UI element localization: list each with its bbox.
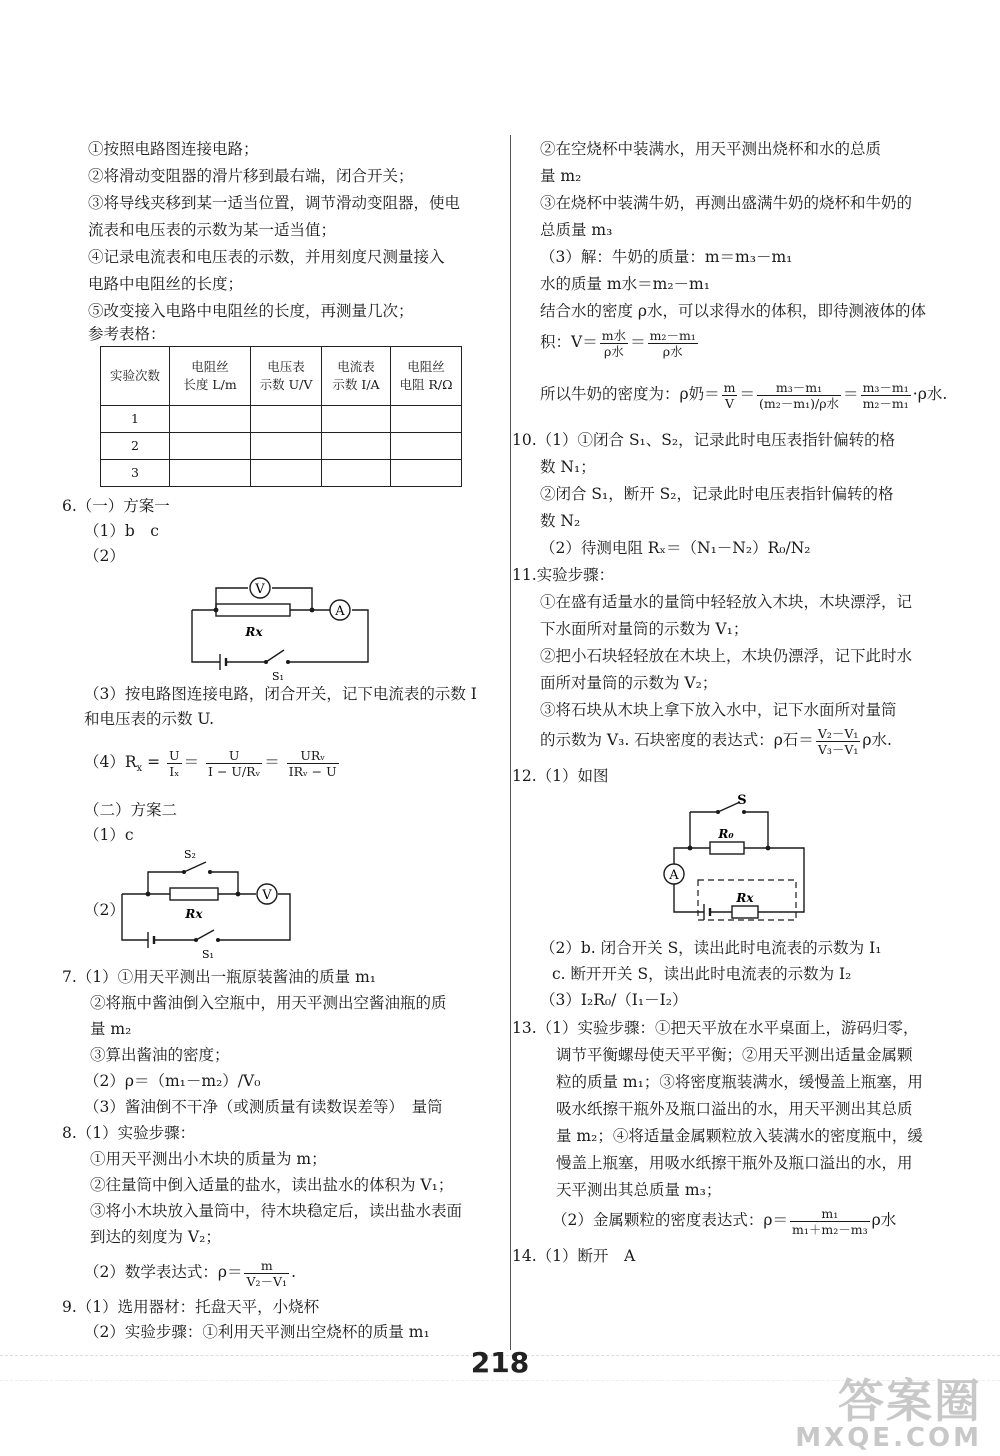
question-13: 13.（1）实验步骤：①把天平放在水平桌面上，游码归零，	[512, 1019, 919, 1037]
table-header: 电压表 示数 U/V	[251, 347, 322, 406]
text-line: （3）按电路图连接电路，闭合开关，记下电流表的示数 I	[84, 685, 477, 703]
text-line: 到达的刻度为 V₂；	[90, 1228, 221, 1246]
text-line: （2）ρ＝（m₁－m₂）/V₀	[84, 1072, 261, 1090]
text-line: ③算出酱油的密度；	[90, 1046, 230, 1064]
switch-label: S₂	[184, 848, 196, 861]
question-10: 10.（1）①闭合 S₁、S₂，记录此时电压表指针偏转的格	[512, 431, 896, 449]
ammeter-label: A	[669, 868, 679, 883]
watermark-logo: 答案圈 MXQE.COM	[795, 1374, 982, 1453]
resistor-label: Rx	[185, 907, 203, 921]
text-line: （1）c	[84, 826, 134, 844]
text-line: 和电压表的示数 U.	[84, 710, 214, 728]
table-cell: 2	[101, 433, 170, 460]
text-line: 水的质量 m水＝m₂－m₁	[540, 275, 710, 293]
formula-milk-density: 所以牛奶的密度为：ρ奶＝ $\frac{m}{V}$ ＝ $\frac{\text{m₃－m₁}}{\text{(m₂－m₁)/ρ水}}$ ＝ $\frac{\text{m₃－m₁}}{\text{m₂－m₁}}$ ·ρ水.	[540, 379, 948, 411]
text-line: c. 断开开关 S，读出此时电流表的示数为 I₂	[552, 965, 852, 983]
circuit-diagram-1	[180, 570, 380, 682]
voltmeter-label: V	[262, 888, 272, 903]
table-header: 电阻丝 电阻 R/Ω	[391, 347, 462, 406]
question-7: 7.（1）①用天平测出一瓶原装酱油的质量 m₁	[62, 968, 376, 986]
text-line: （2）实验步骤：①利用天平测出空烧杯的质量 m₁	[84, 1323, 430, 1341]
resistor-label: Rx	[245, 625, 263, 639]
text-line: 调节平衡螺母使天平平衡；②用天平测出适量金属颗	[556, 1046, 913, 1064]
text-line: 粒的质量 m₁；③将密度瓶装满水，缓慢盖上瓶塞，用	[556, 1073, 923, 1091]
text-line: 结合水的密度 ρ水，可以求得水的体积，即待测液体的体	[540, 302, 927, 320]
text-line: （2）	[84, 547, 125, 565]
switch-label: S	[737, 793, 747, 808]
text-line: ⑤改变接入电路中电阻丝的长度，再测量几次；	[88, 302, 414, 320]
text-line: 量 m₂	[540, 167, 582, 185]
text-line: 流表和电压表的示数为某一适当值；	[88, 221, 337, 239]
circuit-diagram-2	[112, 848, 302, 960]
text-line: 吸水纸擦干瓶外及瓶口溢出的水，用天平测出其总质	[556, 1100, 913, 1118]
table-cell: 3	[101, 460, 170, 487]
text-line: （3）解：牛奶的质量：m＝m₃－m₁	[540, 248, 793, 266]
question-8: 8.（1）实验步骤：	[62, 1124, 196, 1142]
text-line: 天平测出其总质量 m₃；	[556, 1181, 722, 1199]
question-11: 11.实验步骤：	[512, 566, 615, 584]
text-line: 数 N₁；	[540, 458, 596, 476]
text-line: 量 m₂	[90, 1020, 132, 1038]
ammeter-label: A	[335, 604, 345, 619]
resistor-label: R₀	[718, 827, 734, 841]
resistor-label: Rx	[736, 891, 754, 905]
text-line: 数 N₂	[540, 512, 581, 530]
text-line: 面所对量筒的示数为 V₂；	[540, 674, 718, 692]
text-line: ②闭合 S₁，断开 S₂，记录此时电压表指针偏转的格	[540, 485, 894, 503]
formula-metal-density: （2）金属颗粒的密度表达式：ρ＝ $\frac{\text{m₁}}{\text{m₁＋m₂－m₃}}$ ρ水	[552, 1205, 897, 1237]
question-6: 6.（一）方案一	[62, 497, 170, 515]
question-12: 12.（1）如图	[512, 767, 609, 785]
text-line: ②将瓶中酱油倒入空瓶中，用天平测出空酱油瓶的质	[90, 994, 447, 1012]
text-line: （2）b. 闭合开关 S，读出此时电流表的示数为 I₁	[540, 939, 882, 957]
page-number: 218	[470, 1346, 530, 1379]
text-line: （2）	[84, 901, 125, 919]
text-line: ④记录电流表和电压表的示数，并用刻度尺测量接入	[88, 248, 445, 266]
table-cell: 1	[101, 406, 170, 433]
text-line: （二）方案二	[84, 801, 178, 819]
switch-label: S₁	[272, 670, 284, 682]
text-line: ①用天平测出小木块的质量为 m；	[90, 1150, 327, 1168]
question-14: 14.（1）断开 A	[512, 1247, 636, 1265]
reference-table	[100, 346, 462, 487]
text-line: 下水面所对量筒的示数为 V₁；	[540, 620, 749, 638]
text-line: ③将导线夹移到某一适当位置，调节滑动变阻器，使电	[88, 194, 461, 212]
text-line: （1）b c	[84, 522, 159, 540]
table-header: 电流表 示数 I/A	[322, 347, 391, 406]
text-line: ③将小木块放入量筒中，待木块稳定后，读出盐水表面	[90, 1202, 463, 1220]
text-line: 电路中电阻丝的长度；	[88, 275, 244, 293]
formula-rx: $(4)R_x$ = $\frac{U}{\text{Iₓ}}$ ＝ $\frac{U}{\text{I − U/Rᵥ}}$ ＝ $\frac{\text{URᵥ}}{\text{IRᵥ − U}}$	[84, 747, 337, 779]
formula-stone-density: 的示数为 V₃. 石块密度的表达式：ρ石＝ $\frac{\text{V₂－V₁}}{\text{V₃－V₁}}$ ρ水.	[540, 725, 892, 757]
text-line: ①在盛有适量水的量筒中轻轻放入木块，木块漂浮，记	[540, 593, 913, 611]
formula-volume: 积：V＝ $\frac{\text{m水}}{\text{ρ水}}$ ＝ $\frac{\text{m₂－m₁}}{\text{ρ水}}$	[540, 327, 696, 359]
text-line: ②在空烧杯中装满水，用天平测出烧杯和水的总质	[540, 140, 882, 158]
text-line: （3）酱油倒不干净（或测质量有读数误差等） 量筒	[84, 1098, 443, 1116]
voltmeter-label: V	[255, 582, 265, 597]
text-line: ②将滑动变阻器的滑片移到最右端，闭合开关；	[88, 167, 414, 185]
text-line: ①按照电路图连接电路；	[88, 140, 259, 158]
text-line: ②往量筒中倒入适量的盐水，读出盐水的体积为 V₁；	[90, 1176, 454, 1194]
switch-label: S₁	[202, 948, 214, 960]
column-divider	[510, 135, 511, 1350]
table-header: 实验次数	[101, 347, 170, 406]
text-line: （3）I₂R₀/（I₁－I₂）	[540, 991, 688, 1009]
text-line: 总质量 m₃	[540, 221, 613, 239]
circuit-diagram-3	[660, 792, 820, 922]
text-line: 参考表格：	[88, 325, 166, 343]
table-header: 电阻丝 长度 L/m	[170, 347, 251, 406]
text-line: ③在烧杯中装满牛奶，再测出盛满牛奶的烧杯和牛奶的	[540, 194, 913, 212]
question-9: 9.（1）选用器材：托盘天平，小烧杯	[62, 1298, 320, 1316]
text-line: 量 m₂；④将适量金属颗粒放入装满水的密度瓶中，缓	[556, 1127, 923, 1145]
formula-density: （2）数学表达式：ρ＝ $\frac{m}{\text{V₂－V₁}}$ .	[84, 1257, 296, 1289]
text-line: ②把小石块轻轻放在木块上，木块仍漂浮，记下此时水	[540, 647, 913, 665]
text-line: （2）待测电阻 Rₓ＝（N₁－N₂）R₀/N₂	[540, 539, 811, 557]
text-line: 慢盖上瓶塞，用吸水纸擦干瓶外及瓶口溢出的水，用	[556, 1154, 913, 1172]
text-line: ③将石块从木块上拿下放入水中，记下水面所对量筒	[540, 701, 897, 719]
